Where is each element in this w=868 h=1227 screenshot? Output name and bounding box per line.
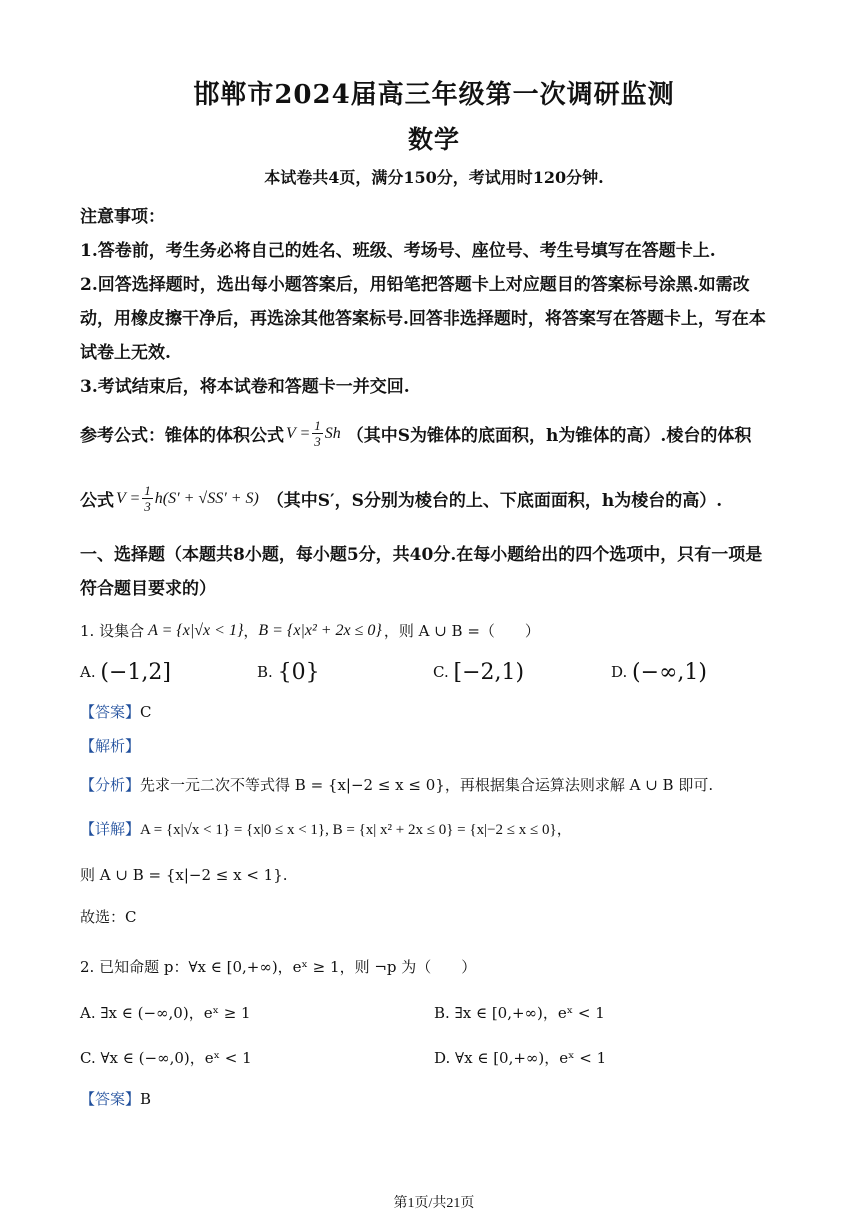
q1-option-d-value: (−∞,1) [632, 660, 707, 685]
q1-option-a-label: A. [80, 663, 96, 681]
q2-option-d-label: D. [434, 1049, 451, 1067]
q1-fenxi [80, 774, 713, 795]
section-heading-line-1: 一、选择题（本题共8小题，每小题5分，共40分.在每小题给出的四个选项中，只有一项是 [80, 545, 763, 565]
frustum-frac-num: 1 [144, 483, 151, 498]
q2-answer-tag: 【答案】 [80, 1092, 141, 1108]
q2-option-a-label: A. [80, 1004, 96, 1022]
frustum-volume-lhs: V = [116, 489, 141, 507]
q1-xiangjie-text: A = {x|√x < 1} = {x|0 ≤ x < 1}, B = {x| x² + 2x ≤ 0} = {x|−2 ≤ x ≤ 0}， [140, 822, 572, 838]
q1-analysis-tag [80, 735, 140, 756]
formula-label-frustum: 公式 [80, 491, 114, 511]
cone-volume-sh: Sh [324, 424, 341, 442]
q1-separator: ， [243, 622, 259, 640]
formula-label-cone: 参考公式：锥体的体积公式 [80, 426, 284, 446]
q1-option-c [433, 660, 524, 685]
q1-set-b: B = {x|x² + 2x ≤ 0} [258, 621, 382, 639]
cone-volume-lhs: V = [286, 424, 311, 442]
q2-option-b-label: B. [434, 1004, 450, 1022]
formula-cone-desc: （其中S为锥体的底面积，h为锥体的高）.棱台的体积 [346, 426, 752, 446]
q1-choose: 故选：C [80, 908, 137, 926]
q1-stem-suffix: ，则 A ∪ B =（ ） [383, 622, 540, 640]
formula-line-2 [80, 483, 722, 514]
q1-answer-tag: 【答案】 [80, 705, 141, 721]
note-2-line-1: 2.回答选择题时，选出每小题答案后，用铅笔把答题卡上对应题目的答案标号涂黑.如需改 [80, 275, 750, 295]
q1-answer [80, 701, 152, 722]
q1-option-c-label: C. [433, 663, 449, 681]
q1-fenxi-tag: 【分析】 [80, 778, 141, 794]
q1-xiangjie [80, 818, 572, 839]
exam-title: 邯郸市2024届高三年级第一次调研监测 [193, 80, 675, 110]
q1-option-a-value: (−1,2] [100, 660, 171, 685]
formula-frustum-desc: （其中S′，S分别为棱台的上、下底面面积，h为棱台的高）. [266, 491, 723, 511]
q1-stem-prefix: 1. 设集合 [80, 622, 145, 640]
note-1: 1.答卷前，考生务必将自己的姓名、班级、考场号、座位号、考生号填写在答题卡上. [80, 241, 716, 261]
q1-option-c-value: [−2,1) [453, 660, 525, 685]
q1-union-result: 则 A ∪ B = {x|−2 ≤ x < 1}. [80, 866, 288, 884]
q1-option-d-label: D. [611, 663, 628, 681]
q2-option-d [434, 1047, 606, 1068]
frustum-volume-expr: h(S′ + √SS′ + S) [154, 489, 259, 507]
q2-answer [80, 1088, 151, 1109]
q1-xiangjie-tag: 【详解】 [80, 822, 141, 838]
page-footer: 第1页/共21页 [393, 1196, 475, 1211]
q1-option-b [257, 660, 320, 685]
q1-option-a [80, 660, 171, 685]
exam-info: 本试卷共4页，满分150分，考试用时120分钟. [264, 168, 604, 187]
q1-stem [80, 620, 540, 641]
cone-fraction [312, 418, 323, 449]
q2-option-c-value: ∀x ∈ (−∞,0)，eˣ < 1 [100, 1049, 252, 1067]
note-2-line-3: 试卷上无效. [80, 343, 171, 363]
q2-option-d-value: ∀x ∈ [0,+∞)，eˣ < 1 [455, 1049, 607, 1067]
frustum-fraction [142, 483, 153, 514]
q1-options [80, 660, 800, 685]
q2-answer-value: B [140, 1090, 152, 1108]
subject-title: 数学 [407, 125, 460, 154]
note-2-line-2: 动，用橡皮擦干净后，再选涂其他答案标号.回答非选择题时，将答案写在答题卡上，写在本 [80, 309, 766, 329]
formula-line-1 [80, 418, 751, 449]
q1-fenxi-text: 先求一元二次不等式得 B = {x|−2 ≤ x ≤ 0}，再根据集合运算法则求解 A ∪ B 即可. [140, 776, 714, 794]
q2-option-c [80, 1047, 252, 1068]
q2-option-b [434, 1002, 605, 1023]
q1-answer-value: C [140, 703, 152, 721]
q2-stem: 2. 已知命题 p：∀x ∈ [0,+∞)，eˣ ≥ 1，则 ¬p 为（ ） [80, 958, 477, 976]
section-heading-line-2: 符合题目要求的） [80, 579, 216, 599]
q1-option-d [611, 660, 707, 685]
notes-heading: 注意事项： [80, 207, 165, 227]
q1-analysis-label: 【解析】 [80, 739, 141, 755]
q2-option-a-value: ∃x ∈ (−∞,0)，eˣ ≥ 1 [100, 1004, 251, 1022]
note-3: 3.考试结束后，将本试卷和答题卡一并交回. [80, 377, 410, 397]
frustum-frac-den: 3 [144, 499, 151, 514]
q1-option-b-value: {0} [277, 660, 320, 685]
q1-option-b-label: B. [257, 663, 273, 681]
cone-frac-den: 3 [314, 434, 321, 449]
q2-option-a [80, 1002, 251, 1023]
q1-set-a: A = {x|√x < 1} [148, 621, 244, 639]
q2-option-c-label: C. [80, 1049, 96, 1067]
q2-option-b-value: ∃x ∈ [0,+∞)，eˣ < 1 [454, 1004, 605, 1022]
cone-frac-num: 1 [314, 418, 321, 433]
